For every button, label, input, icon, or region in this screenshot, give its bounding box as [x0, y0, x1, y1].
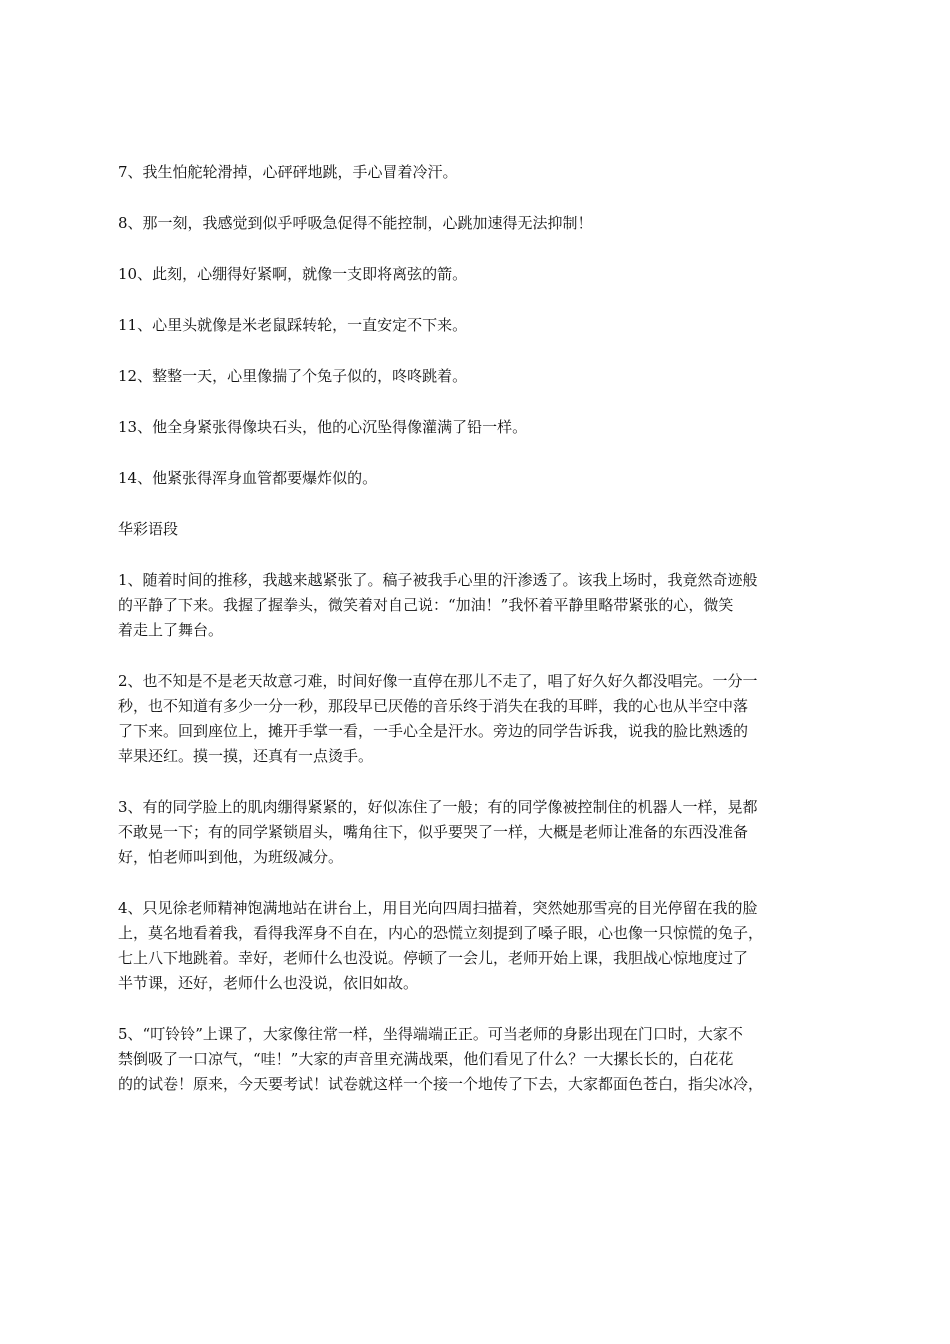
paragraph-line: 4、只见徐老师精神饱满地站在讲台上，用目光向四周扫描着，突然她那雪亮的目光停留在我的脸: [118, 899, 758, 917]
paragraph-line: 的的试卷！原来，今天要考试！试卷就这样一个接一个地传了下去，大家都面色苍白，指尖冰冷，: [118, 1075, 764, 1093]
paragraph-line: 5、“叮铃铃”上课了，大家像往常一样，坐得端端正正。可当老师的身影出现在门口时，大家不: [118, 1025, 743, 1043]
list-item: 13、他全身紧张得像块石头，他的心沉坠得像灌满了铅一样。: [118, 418, 528, 436]
document-page: [118, 160, 836, 1123]
list-item: 11、心里头就像是米老鼠踩转轮，一直安定不下来。: [118, 316, 468, 334]
list-item: 10、此刻，心绷得好紧啊，就像一支即将离弦的箭。: [118, 265, 468, 283]
paragraph-line: 苹果还红。摸一摸，还真有一点烫手。: [118, 747, 374, 765]
paragraph: [118, 568, 836, 643]
paragraph-line: 七上八下地跳着。幸好，老师什么也没说。停顿了一会儿，老师开始上课，我胆战心惊地度过了: [118, 949, 749, 967]
paragraph-line: 上，莫名地看着我，看得我浑身不自在，内心的恐慌立刻提到了嗓子眼，心也像一只惊慌的兔子，: [118, 924, 764, 942]
section-heading: 华彩语段: [118, 520, 179, 538]
paragraph-line: 秒，也不知道有多少一分一秒，那段早已厌倦的音乐终于消失在我的耳畔，我的心也从半空中落: [118, 697, 749, 715]
paragraph-line: 的平静了下来。我握了握拳头，微笑着对自己说：“加油！”我怀着平静里略带紧张的心，微笑: [118, 596, 734, 614]
paragraph-line: 禁倒吸了一口凉气，“哇！”大家的声音里充满战栗，他们看见了什么？一大摞长长的，白花花: [118, 1050, 734, 1068]
paragraph-line: 3、有的同学脸上的肌肉绷得紧紧的，好似冻住了一般；有的同学像被控制住的机器人一样，晃都: [118, 798, 758, 816]
list-item: 8、那一刻，我感觉到似乎呼吸急促得不能控制，心跳加速得无法抑制！: [118, 214, 593, 232]
paragraph: [118, 795, 836, 870]
list-item: 14、他紧张得浑身血管都要爆炸似的。: [118, 469, 378, 487]
paragraph-line: 了下来。回到座位上，摊开手掌一看，一手心全是汗水。旁边的同学告诉我，说我的脸比熟透的: [118, 722, 749, 740]
paragraph-line: 1、随着时间的推移，我越来越紧张了。稿子被我手心里的汗渗透了。该我上场时，我竟然奇迹般: [118, 571, 758, 589]
paragraph-line: 好，怕老师叫到他，为班级减分。: [118, 848, 344, 866]
list-item: 7、我生怕舵轮滑掉，心砰砰地跳，手心冒着冷汗。: [118, 163, 458, 181]
paragraph-line: 着走上了舞台。: [118, 621, 224, 639]
paragraph: [118, 1022, 836, 1097]
paragraph-line: 不敢晃一下；有的同学紧锁眉头，嘴角往下，似乎要哭了一样，大概是老师让准备的东西没准备: [118, 823, 749, 841]
paragraph-line: 2、也不知是不是老天故意刁难，时间好像一直停在那儿不走了，唱了好久好久都没唱完。一分一: [118, 672, 758, 690]
paragraph: [118, 669, 836, 769]
paragraph-line: 半节课，还好，老师什么也没说，依旧如故。: [118, 974, 419, 992]
list-item: 12、整整一天，心里像揣了个兔子似的，咚咚跳着。: [118, 367, 468, 385]
paragraph: [118, 896, 836, 996]
